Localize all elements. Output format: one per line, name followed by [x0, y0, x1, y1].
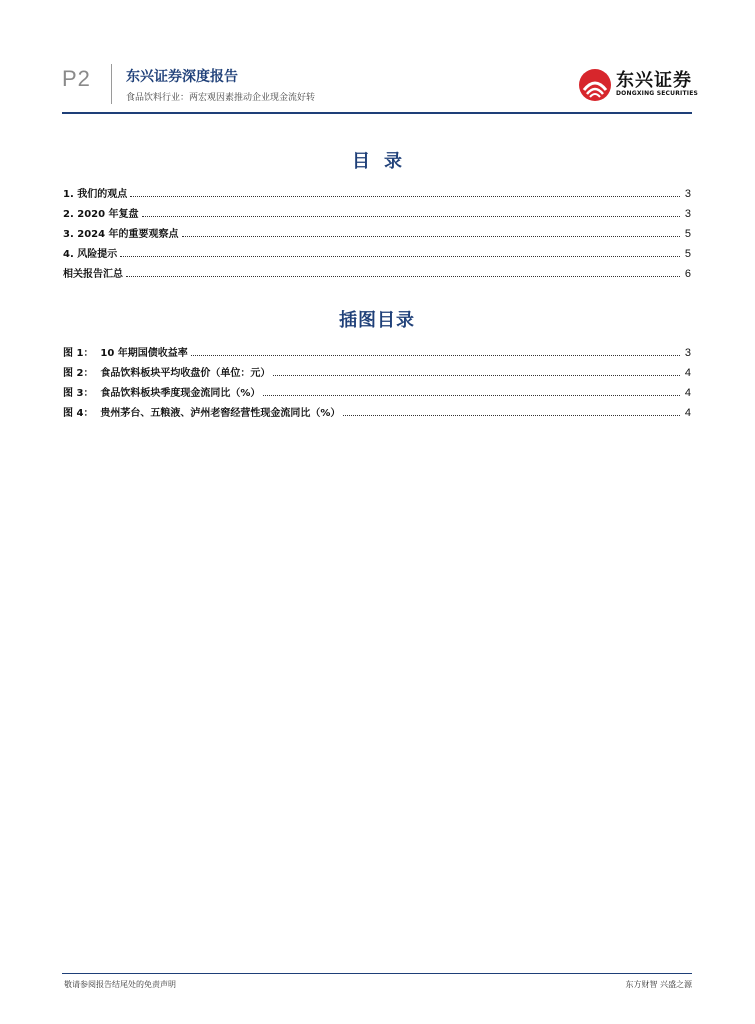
figure-toc-item-page: 3 — [684, 347, 691, 359]
toc-leader-dots — [343, 414, 680, 416]
footer-slogan: 东方财智 兴盛之源 — [625, 980, 692, 989]
footer-rule — [62, 973, 692, 974]
header-divider — [111, 64, 112, 104]
page-header — [62, 62, 699, 112]
toc-item-label: 2. 2020 年复盘 — [63, 209, 139, 220]
toc-item-page: 5 — [684, 248, 691, 260]
report-type: 东兴证券深度报告 — [126, 69, 238, 85]
toc-item[interactable] — [63, 200, 691, 220]
toc-title: 目录 — [352, 151, 416, 172]
figure-toc-item-page: 4 — [684, 387, 691, 399]
toc-item-page: 3 — [684, 188, 691, 200]
logo-name-cn: 东兴证券 — [616, 70, 692, 91]
toc-item-label: 4. 风险提示 — [63, 249, 118, 260]
toc-item[interactable] — [63, 240, 691, 260]
header-rule — [62, 112, 692, 114]
figure-toc-item-label: 图 1： 10 年期国债收益率 — [63, 348, 188, 359]
toc-leader-dots — [273, 374, 680, 376]
toc-item-page: 5 — [684, 228, 691, 240]
toc-item-label: 1. 我们的观点 — [63, 189, 128, 200]
toc-leader-dots — [191, 354, 680, 356]
toc-leader-dots — [130, 195, 680, 197]
toc-item-label: 相关报告汇总 — [63, 269, 123, 280]
figure-toc-list — [63, 339, 691, 419]
toc-item-label: 3. 2024 年的重要观察点 — [63, 229, 179, 240]
figure-toc-item-label: 图 3： 食品饮料板块季度现金流同比（%） — [63, 388, 261, 399]
footer-disclaimer: 敬请参阅报告结尾处的免责声明 — [64, 980, 176, 989]
company-logo — [578, 66, 699, 104]
figure-toc-item[interactable] — [63, 359, 691, 379]
toc-item-page: 3 — [684, 208, 691, 220]
page-number: P2 — [62, 66, 91, 91]
figure-toc-item-label: 图 2： 食品饮料板块平均收盘价（单位：元） — [63, 368, 271, 379]
figure-toc-item-label: 图 4： 贵州茅台、五粮液、泸州老窖经营性现金流同比（%） — [63, 408, 341, 419]
figure-toc-title: 插图目录 — [339, 310, 415, 331]
toc-leader-dots — [126, 275, 680, 277]
toc-item[interactable] — [63, 220, 691, 240]
toc-leader-dots — [120, 255, 680, 257]
figure-toc-item-page: 4 — [684, 407, 691, 419]
toc-leader-dots — [263, 394, 680, 396]
figure-toc-item-page: 4 — [684, 367, 691, 379]
logo-name-en: DONGXING SECURITIES — [616, 90, 699, 97]
toc-item-page: 6 — [684, 268, 691, 280]
toc-item[interactable] — [63, 260, 691, 280]
toc-leader-dots — [142, 215, 680, 217]
dongxing-logo-icon — [578, 68, 612, 102]
toc-leader-dots — [182, 235, 680, 237]
toc-list — [63, 180, 691, 280]
toc-item[interactable] — [63, 180, 691, 200]
figure-toc-item[interactable] — [63, 399, 691, 419]
report-subtitle: 食品饮料行业：两宏观因素推动企业现金流好转 — [126, 93, 316, 103]
figure-toc-item[interactable] — [63, 379, 691, 399]
figure-toc-item[interactable] — [63, 339, 691, 359]
